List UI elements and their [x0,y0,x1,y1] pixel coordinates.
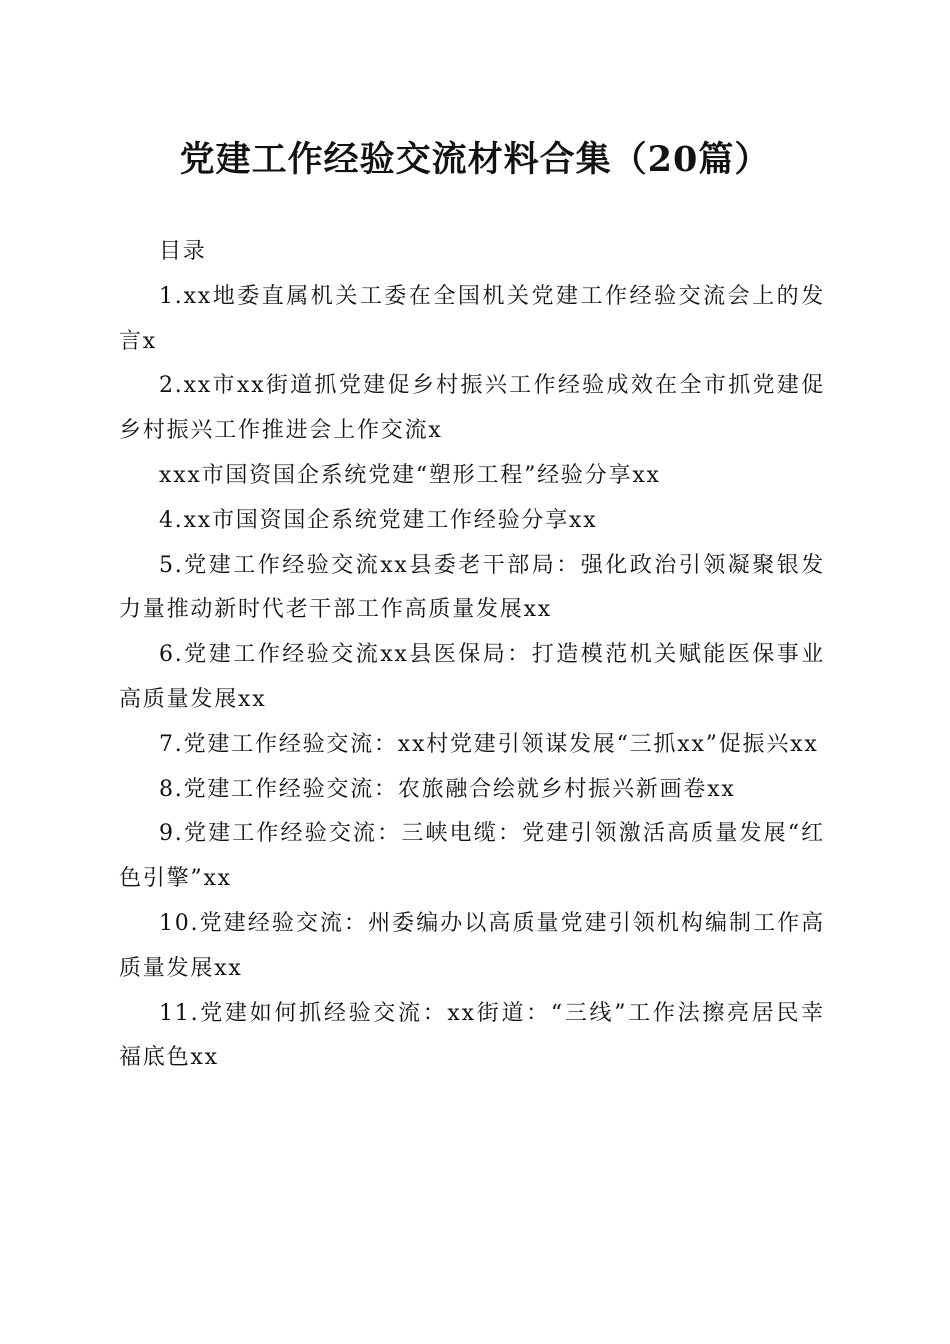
toc-item-1: 1.xx地委直属机关工委在全国机关党建工作经验交流会上的发言x [119,283,825,354]
toc-item-11: 11.党建如何抓经验交流：xx街道：“三线”工作法擦亮居民幸福底色xx [119,1000,825,1071]
toc-item-8: 8.党建工作经验交流：农旅融合绘就乡村振兴新画卷xx [159,776,736,802]
toc-item-2: 2.xx市xx街道抓党建促乡村振兴工作经验成效在全市抓党建促乡村振兴工作推进会上作交流x [119,373,825,444]
document-title: 党建工作经验交流材料合集（20篇） [179,139,771,180]
table-of-contents [119,230,825,1081]
toc-heading: 目录 [159,239,207,264]
toc-item-4: 4.xx市国资国企系统党建工作经验分享xx [159,507,598,533]
toc-item-9: 9.党建工作经验交流：三峡电缆：党建引领激活高质量发展“红色引擎”xx [119,821,825,892]
toc-item-5: 5.党建工作经验交流xx县委老干部局：强化政治引领凝聚银发力量推动新时代老干部工作高质量发展xx [119,552,825,623]
toc-item-3: xxx市国资国企系统党建“塑形工程”经验分享xx [159,462,661,488]
toc-item-6: 6.党建工作经验交流xx县医保局：打造模范机关赋能医保事业高质量发展xx [119,642,825,712]
toc-item-10: 10.党建经验交流：州委编办以高质量党建引领机构编制工作高质量发展xx [119,910,825,981]
toc-item-7: 7.党建工作经验交流：xx村党建引领谋发展“三抓xx”促振兴xx [159,731,819,757]
